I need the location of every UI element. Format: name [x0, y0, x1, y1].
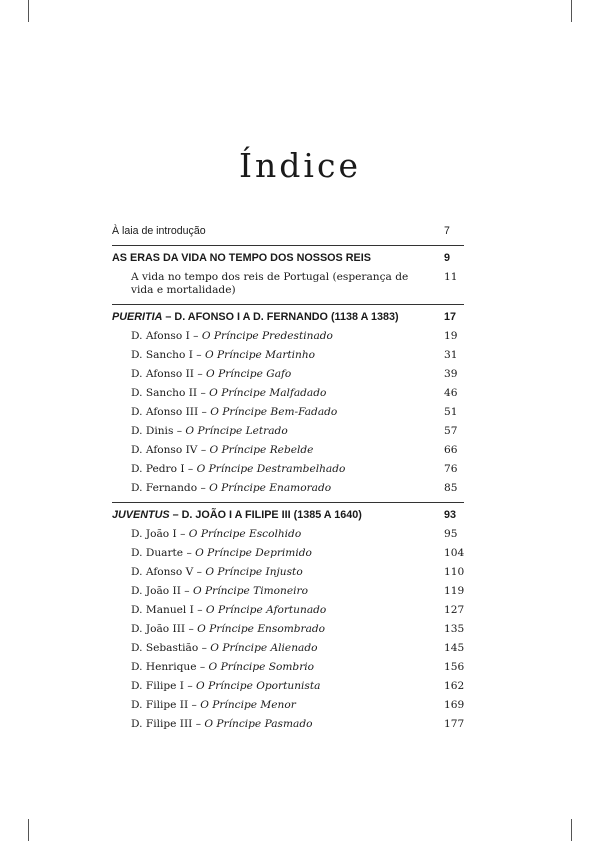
crop-mark-top-right	[571, 0, 572, 22]
king-epithet: O Príncipe Destrambelhado	[196, 463, 346, 475]
pueritia-entries	[112, 327, 464, 498]
toc-entry[interactable]	[112, 460, 464, 479]
king-epithet: O Príncipe Gafo	[206, 368, 292, 380]
king-name: D. Sebastião –	[131, 642, 211, 654]
toc-entry[interactable]	[112, 365, 464, 384]
king-name: D. Dinis –	[131, 425, 186, 437]
crop-mark-bottom-left	[28, 819, 29, 841]
toc-page-number: 19	[444, 330, 458, 342]
king-epithet: O Príncipe Martinho	[204, 349, 316, 361]
king-epithet: O Príncipe Deprimido	[195, 547, 312, 559]
king-epithet: O Príncipe Menor	[200, 699, 296, 711]
king-name: D. Sancho II –	[131, 387, 210, 399]
toc-page-number: 110	[444, 566, 465, 578]
toc-entry-label	[131, 482, 444, 495]
toc-entry[interactable]	[112, 327, 464, 346]
king-epithet: O Príncipe Injusto	[205, 566, 303, 578]
king-epithet: O Príncipe Pasmado	[204, 718, 313, 730]
king-name: D. Filipe III –	[131, 718, 205, 730]
toc-entry[interactable]	[112, 544, 464, 563]
toc-entry[interactable]	[112, 563, 464, 582]
toc-entry-label: À laia de introdução	[112, 225, 206, 237]
toc-entry[interactable]	[112, 403, 464, 422]
toc-entry[interactable]	[112, 422, 464, 441]
page-title: Índice	[239, 146, 361, 185]
king-name: D. Afonso II –	[131, 368, 207, 380]
toc-entry[interactable]	[112, 525, 464, 544]
toc-page-number: 93	[444, 509, 457, 521]
king-epithet: O Príncipe Alienado	[210, 642, 318, 654]
juventus-entries	[112, 525, 464, 734]
toc-page-number: 169	[444, 699, 465, 711]
toc-page-number: 127	[444, 604, 465, 616]
toc-section-pueritia[interactable]	[112, 308, 464, 327]
toc-entry-label	[131, 699, 444, 712]
king-epithet: O Príncipe Letrado	[185, 425, 288, 437]
toc-entry[interactable]	[112, 639, 464, 658]
king-epithet: O Príncipe Oportunista	[196, 680, 321, 692]
toc-entry-label	[131, 604, 444, 617]
king-epithet: O Príncipe Afortunado	[205, 604, 327, 616]
toc-page-number: 156	[444, 661, 465, 673]
section-divider	[112, 245, 464, 246]
toc-entry-label	[131, 585, 444, 598]
toc-entry-label	[131, 642, 444, 655]
section-subtitle: – D. JOÃO I A FILIPE III (1385 A 1640)	[169, 509, 362, 521]
toc-section-title: AS ERAS DA VIDA NO TEMPO DOS NOSSOS REIS	[112, 252, 371, 264]
crop-mark-top-left	[28, 0, 29, 22]
toc-entry-label	[131, 406, 444, 419]
toc-page-number: 104	[444, 547, 465, 559]
toc-entry[interactable]	[112, 601, 464, 620]
section-divider	[112, 502, 464, 503]
toc-section-juventus[interactable]	[112, 506, 464, 525]
king-name: D. Filipe II –	[131, 699, 201, 711]
toc-page-number: 17	[444, 311, 457, 323]
section-divider	[112, 304, 464, 305]
toc-entry-label	[131, 349, 444, 362]
toc-page-number: 119	[444, 585, 465, 597]
toc-entry[interactable]	[112, 715, 464, 734]
king-name: D. Henrique –	[131, 661, 209, 673]
king-name: D. Afonso V –	[131, 566, 206, 578]
toc-entry-label	[131, 528, 444, 541]
king-epithet: O Príncipe Sombrio	[208, 661, 315, 673]
toc-entry[interactable]	[112, 620, 464, 639]
section-latin-title: JUVENTUS	[112, 509, 170, 521]
toc-entry-intro[interactable]	[112, 222, 464, 241]
toc-entry[interactable]	[112, 441, 464, 460]
toc-entry-label	[131, 623, 444, 636]
king-name: D. Afonso I –	[131, 330, 202, 342]
toc-page-number: 31	[444, 349, 458, 361]
toc-section-title	[112, 509, 444, 522]
king-epithet: O Príncipe Ensombrado	[197, 623, 326, 635]
toc-page-number: 95	[444, 528, 458, 540]
king-epithet: O Príncipe Timoneiro	[192, 585, 308, 597]
toc-entry[interactable]	[112, 384, 464, 403]
king-name: D. Afonso III –	[131, 406, 211, 418]
toc-entry-label	[131, 680, 444, 693]
toc-page-number: 9	[444, 252, 451, 264]
king-name: D. Duarte –	[131, 547, 196, 559]
king-epithet: O Príncipe Predestinado	[201, 330, 333, 342]
toc-entry-label	[131, 368, 444, 381]
section-subtitle: – D. AFONSO I A D. FERNANDO (1138 A 1383)	[162, 311, 399, 323]
toc-page-number: 66	[444, 444, 458, 456]
toc-page-number: 145	[444, 642, 465, 654]
section-latin-title: PUERITIA	[112, 311, 163, 323]
toc-entry[interactable]	[112, 479, 464, 498]
toc-entry[interactable]	[112, 346, 464, 365]
king-name: D. Fernando –	[131, 482, 210, 494]
toc-entry-label	[131, 718, 444, 731]
toc-section-eras[interactable]	[112, 249, 464, 268]
toc-page-number: 76	[444, 463, 458, 475]
toc-page-number: 177	[444, 718, 465, 730]
king-epithet: O Príncipe Bem-Fadado	[210, 406, 338, 418]
crop-mark-bottom-right	[571, 819, 572, 841]
toc-entry[interactable]	[112, 658, 464, 677]
toc-page-number: 57	[444, 425, 458, 437]
toc-page-number: 162	[444, 680, 465, 692]
king-epithet: O Príncipe Escolhido	[188, 528, 302, 540]
king-name: D. Pedro I –	[131, 463, 197, 475]
toc-entry-label: A vida no tempo dos reis de Portugal (esperança de vida e mortalidade)	[131, 271, 409, 296]
king-name: D. Filipe I –	[131, 680, 197, 692]
toc-entry[interactable]	[112, 696, 464, 715]
king-name: D. João I –	[131, 528, 189, 540]
toc-page-number: 11	[444, 271, 458, 283]
king-epithet: O Príncipe Rebelde	[209, 444, 314, 456]
toc-page-number: 39	[444, 368, 458, 380]
toc-entry-label	[131, 566, 444, 579]
king-name: D. João II –	[131, 585, 193, 597]
toc-entry-eras-sub[interactable]	[112, 268, 464, 300]
toc-entry-label	[131, 444, 444, 457]
toc-entry-label	[131, 661, 444, 674]
toc-entry-label	[131, 463, 444, 476]
king-name: D. Sancho I –	[131, 349, 205, 361]
toc-section-title	[112, 311, 444, 324]
toc-entry[interactable]	[112, 582, 464, 601]
toc-page-number: 46	[444, 387, 458, 399]
king-name: D. João III –	[131, 623, 198, 635]
toc-page-number: 85	[444, 482, 458, 494]
toc-entry-label	[131, 387, 444, 400]
toc-entry-label	[131, 330, 444, 343]
king-name: D. Manuel I –	[131, 604, 206, 616]
king-epithet: O Príncipe Enamorado	[209, 482, 332, 494]
king-epithet: O Príncipe Malfadado	[209, 387, 327, 399]
toc-entry-label	[131, 425, 444, 438]
table-of-contents	[112, 222, 464, 734]
toc-page-number: 7	[444, 225, 450, 237]
toc-page-number: 135	[444, 623, 465, 635]
toc-page-number: 51	[444, 406, 458, 418]
toc-entry-label	[131, 547, 444, 560]
toc-entry[interactable]	[112, 677, 464, 696]
king-name: D. Afonso IV –	[131, 444, 210, 456]
